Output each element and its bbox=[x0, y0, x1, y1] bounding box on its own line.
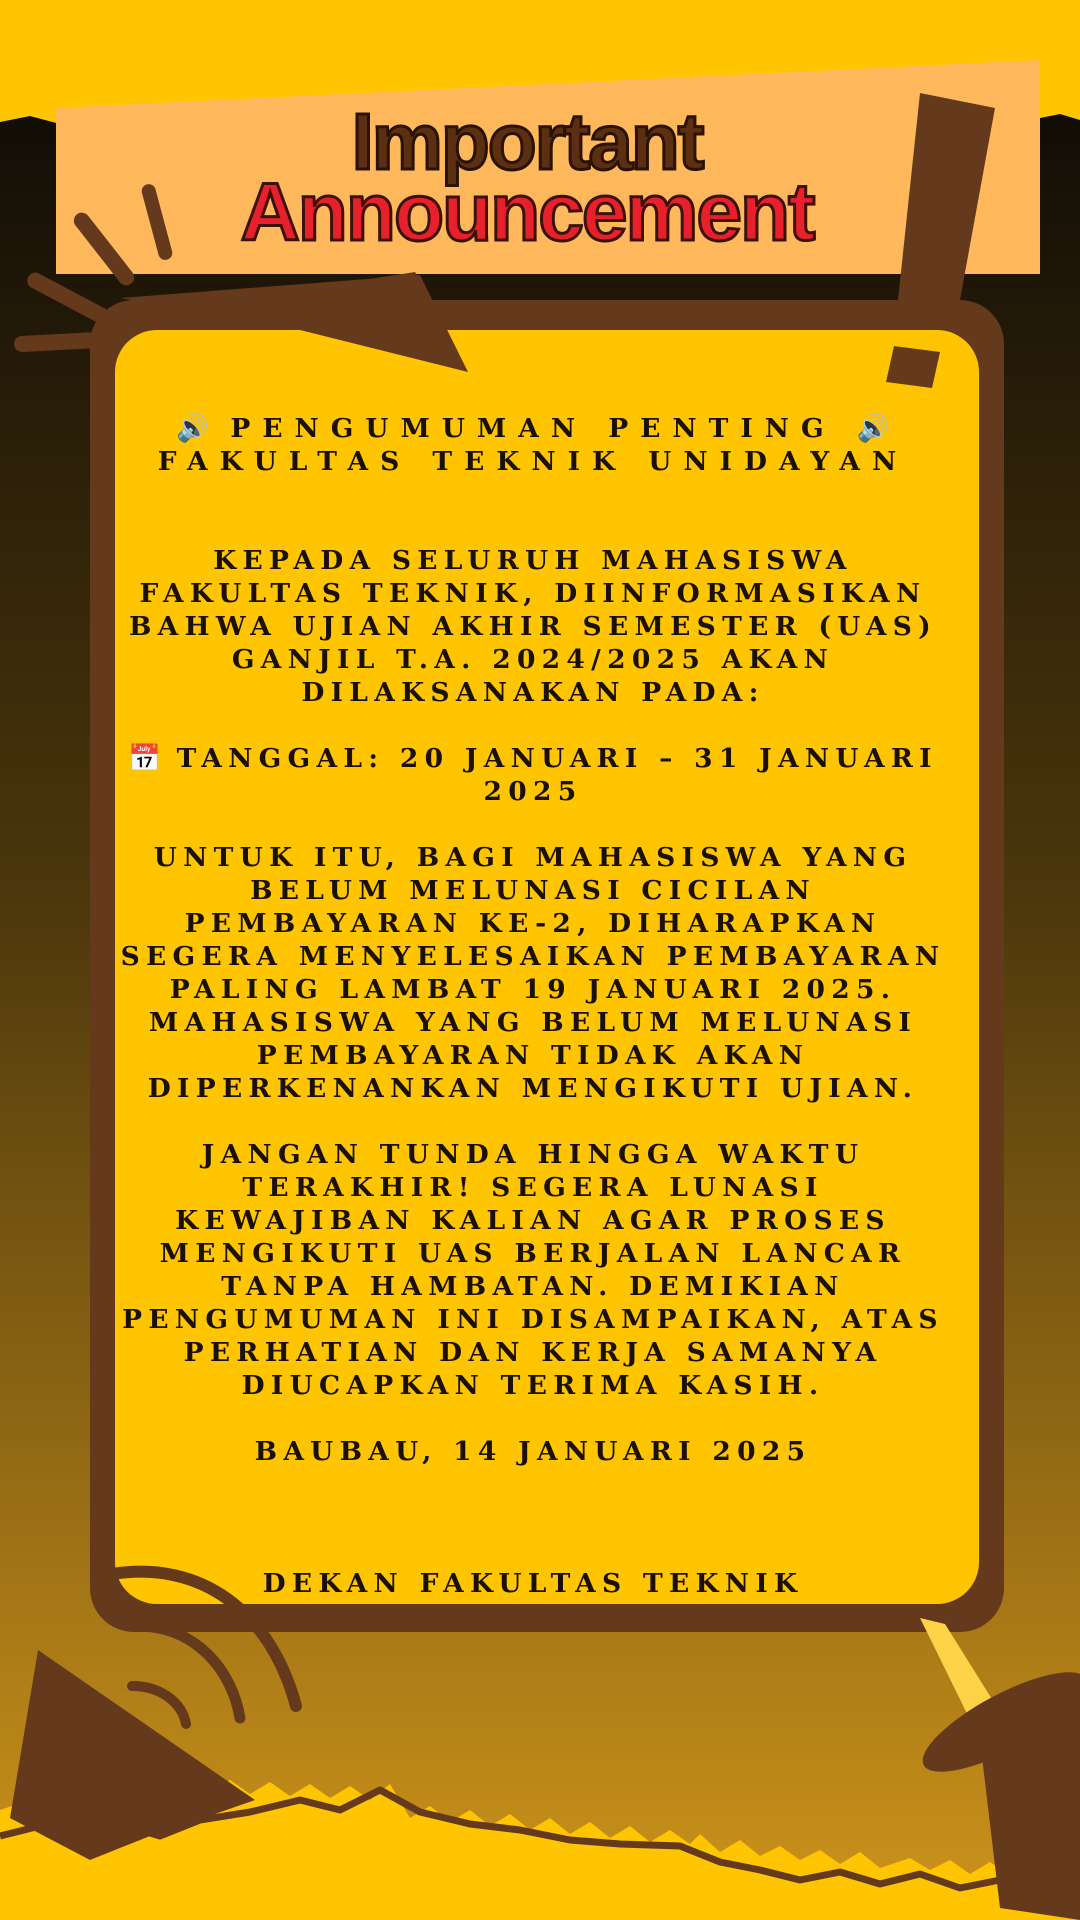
speaker-icon: 🔊 bbox=[176, 413, 210, 444]
notice-text bbox=[118, 412, 948, 1600]
date-text: TANGGAL: 20 JANUARI – 31 JANUARI 2025 bbox=[176, 743, 938, 807]
place-date: BAUBAU, 14 JANUARI 2025 bbox=[254, 1436, 812, 1467]
title-announcement: Announcement bbox=[240, 167, 814, 258]
calendar-icon: 📅 bbox=[128, 743, 162, 774]
signatory: DEKAN FAKULTAS TEKNIK bbox=[262, 1568, 804, 1599]
title-important: Important bbox=[351, 97, 703, 186]
exam-date bbox=[118, 742, 948, 808]
heading-line2: FAKULTAS TEKNIK UNIDAYAN bbox=[157, 446, 909, 477]
heading-line1: PENGUMUMAN PENTING bbox=[230, 413, 836, 444]
closing-paragraph: JANGAN TUNDA HINGGA WAKTU TERAKHIR! SEGERA LUNASI KEWAJIBAN KALIAN AGAR PROSES MENGIKUTI UAS BERJALAN LANCAR TANPA HAMBATAN. DEMIKIAN PENGUMUMAN INI DISAMPAIKAN, ATAS PERHATIAN DAN KERJA SAMANYA DIUCAPKAN TERIMA KASIH. bbox=[122, 1139, 944, 1401]
speaker-icon: 🔊 bbox=[856, 413, 890, 444]
notice-heading bbox=[118, 412, 948, 445]
payment-paragraph: UNTUK ITU, BAGI MAHASISWA YANG BELUM MELUNASI CICILAN PEMBAYARAN KE-2, DIHARAPKAN SEGERA MENYELESAIKAN PEMBAYARAN PALING LAMBAT 19 JANUARI 2025. MAHASISWA YANG BELUM MELUNASI PEMBAYARAN TIDAK AKAN DIPERKENANKAN MENGIKUTI UJIAN. bbox=[120, 842, 946, 1104]
intro-paragraph: KEPADA SELURUH MAHASISWA FAKULTAS TEKNIK, DIINFORMASIKAN BAHWA UJIAN AKHIR SEMESTER (UAS) GANJIL T.A. 2024/2025 AKAN DILAKSANAKAN PADA: bbox=[128, 545, 938, 708]
